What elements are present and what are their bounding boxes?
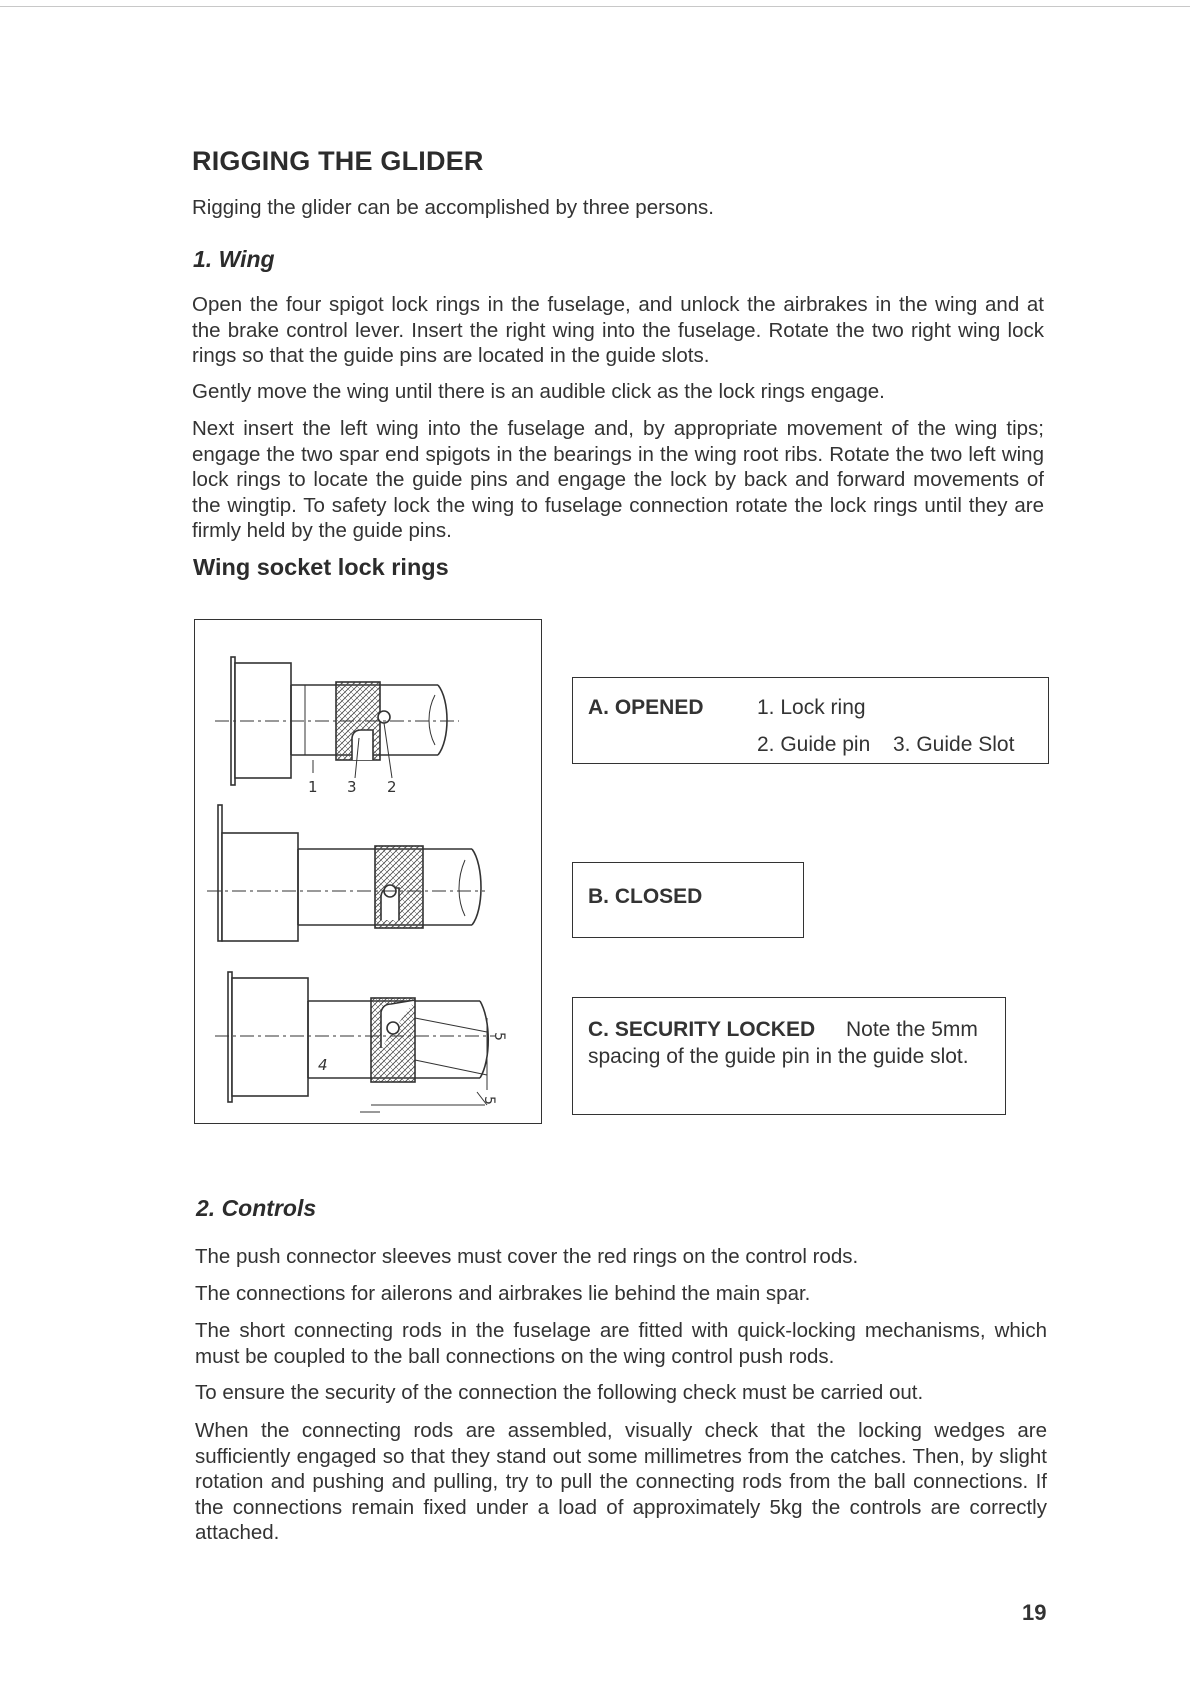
dim-5-top: 5 [491, 1032, 507, 1041]
box-security-locked-note: Note the 5mm [846, 1018, 978, 1041]
scan-top-edge [0, 6, 1190, 7]
figure-title: Wing socket lock rings [193, 554, 449, 580]
wing-paragraph-1: Open the four spigot lock rings in the fuselage, and unlock the airbrakes in the wing and at the brake control lever. Insert the right wing into the fuselage. Rotate the two right wing lock rings so that the guide pins are located in the guide slots. [192, 293, 1044, 367]
page-title: RIGGING THE GLIDER [192, 146, 484, 176]
box-security-locked-label: C. SECURITY LOCKED [588, 1018, 816, 1041]
box-opened-item-3: 3. Guide Slot [893, 733, 1015, 756]
controls-paragraph-4: To ensure the security of the connection the following check must be carried out. [195, 1381, 924, 1404]
controls-paragraph-1: The push connector sleeves must cover the red rings on the control rods. [195, 1245, 859, 1268]
wing-paragraph-3: Next insert the left wing into the fuselage and, by appropriate movement of the wing tips; engage the two spar end spigots in the bearings in the wing root ribs. Rotate the two left wing lock rings to locate the guide pins and engage the lock by back and forward movements of the wingtip. To safety lock the wing to fuselage connection rotate the lock rings until they are firmly held by the guide pins. [192, 417, 1044, 542]
box-opened [572, 677, 1049, 764]
box-opened-item-1: 1. Lock ring [757, 696, 866, 719]
callout-3: 3 [347, 778, 357, 796]
callout-2: 2 [387, 778, 397, 796]
page-number: 19 [1022, 1600, 1047, 1625]
drawing-security-locked [215, 972, 495, 1112]
controls-paragraph-3: The short connecting rods in the fuselage are fitted with quick-locking mechanisms, which must be coupled to the ball connections on the wing control push rods. [195, 1319, 1047, 1368]
controls-paragraph-5: When the connecting rods are assembled, visually check that the locking wedges are sufficiently engaged so that they stand out some millimetres from the catches. Then, by slight rotation and pushing and pulling, try to pull the connecting rods from the ball connections. If the connections remain fixed under a load of approximately 5kg the controls are correctly attached. [195, 1419, 1047, 1544]
drawing-opened [215, 657, 459, 785]
lock-ring-diagram [194, 619, 542, 1124]
box-security-locked-note-2: spacing of the guide pin in the guide slot. [588, 1045, 969, 1068]
wing-paragraph-2: Gently move the wing until there is an audible click as the lock rings engage. [192, 380, 885, 403]
dim-5-bottom: 5 [481, 1096, 497, 1105]
section-controls-heading: 2. Controls [196, 1195, 317, 1221]
drawing-closed [207, 805, 485, 941]
controls-paragraph-2: The connections for ailerons and airbrakes lie behind the main spar. [195, 1282, 811, 1305]
box-opened-label: A. OPENED [588, 696, 704, 719]
callout-1: 1 [308, 778, 318, 796]
box-closed [572, 862, 804, 938]
box-closed-label: B. CLOSED [588, 885, 703, 908]
lock-ring-drawing [195, 620, 540, 1122]
label-4: 4 [318, 1056, 328, 1074]
section-wing-heading: 1. Wing [193, 246, 275, 272]
box-opened-item-2: 2. Guide pin [757, 733, 871, 756]
box-security-locked [572, 997, 1006, 1115]
intro-paragraph: Rigging the glider can be accomplished by three persons. [192, 196, 714, 219]
